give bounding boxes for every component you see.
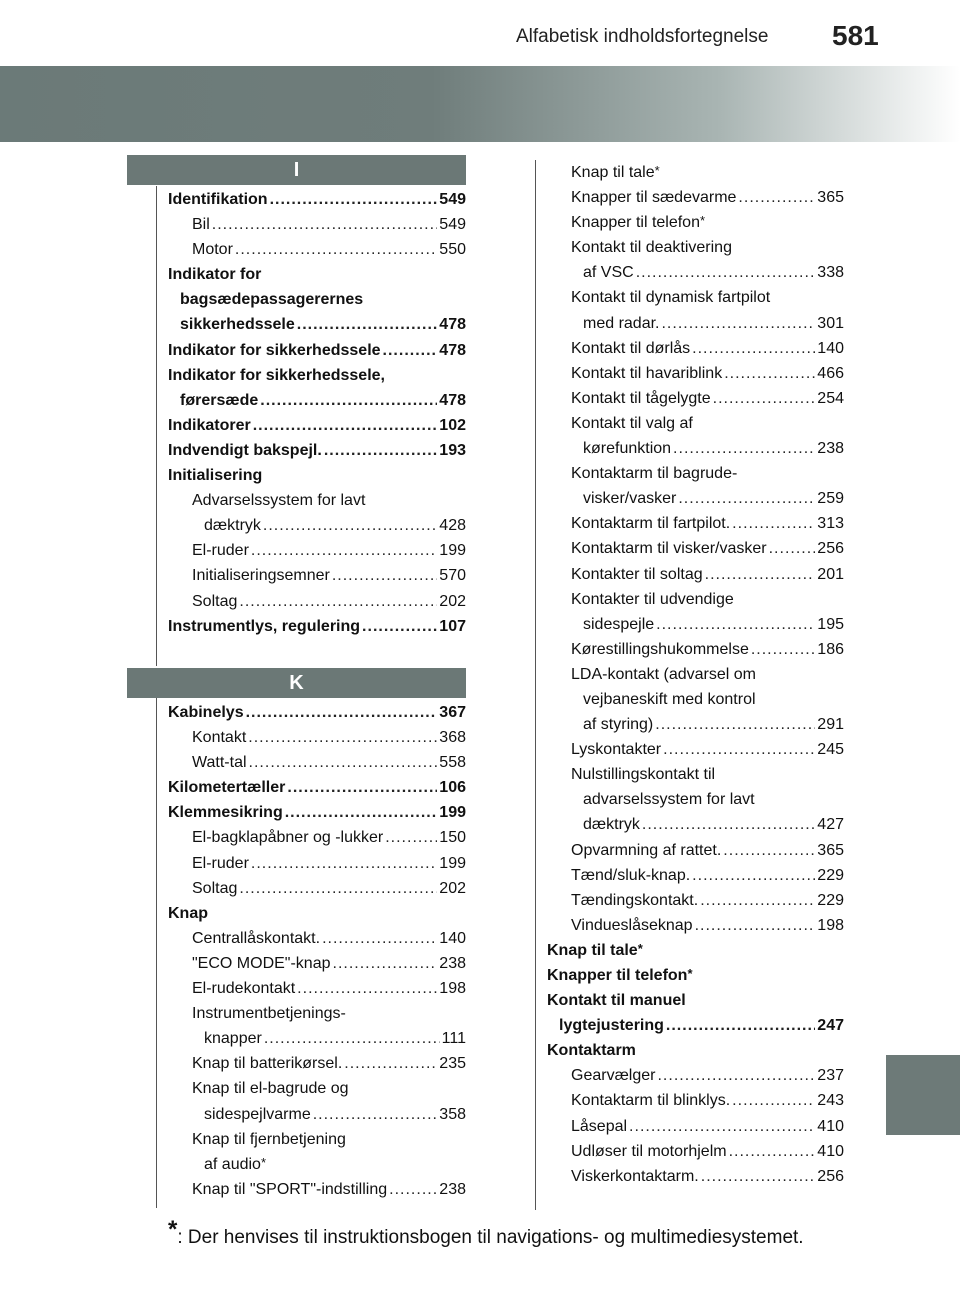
index-entry-page: 243 [817,1092,844,1110]
index-entry-text: Viskerkontaktarm. [571,1167,699,1185]
index-entry-page: 291 [817,716,844,734]
index-entry-text: Kørestillingshukommelse [571,640,749,658]
index-entry-text: Indikatorer [168,416,251,434]
index-entry-text: Identifikation [168,191,268,208]
index-entry-text: Knap til fjernbetjening [192,1130,346,1148]
column-divider [535,160,536,1210]
index-entry [168,825,466,850]
index-entry-page: 199 [439,542,466,560]
index-entry: Knapper til telefon * [547,963,844,988]
dot-leader [657,1063,815,1088]
index-entry-page: 259 [817,490,844,508]
index-entry [168,538,466,563]
index-entry-text: Kontaktarm til visker/vasker [571,540,767,558]
index-entry-text: LDA-kontakt (advarsel om [571,665,756,683]
index-entry-page: 558 [439,754,466,772]
index-entry: Knap til tale * [547,938,844,963]
index-entry-text: Knap til tale [547,941,638,959]
dot-leader [769,536,816,561]
index-entry [547,361,844,386]
index-entry-text: Kontakt til havariblink [571,364,723,382]
index-entry-text: visker/vasker [583,490,677,508]
index-entry [547,260,844,285]
index-entry [547,461,844,486]
index-entry [168,1127,466,1152]
index-entry-text: Knap til "SPORT"-indstilling [192,1180,388,1198]
index-entry-page: 427 [817,816,844,834]
index-entry-page: 238 [439,954,466,972]
index-entry-text: Kontakt til dynamisk fartpilot [571,289,771,307]
dot-leader [287,775,437,800]
index-entry-text: dæktryk [204,517,261,535]
index-entry [168,851,466,876]
decorative-band [0,66,960,142]
index-entry [547,1013,844,1038]
index-entry-text: kørefunktion [583,440,672,458]
index-entry [168,488,466,513]
index-entry-page: 570 [439,567,466,585]
index-entry-text: med radar. [583,314,660,332]
dot-leader [636,260,816,285]
index-entry-text: Advarselssystem for lavt [192,492,366,510]
index-entry [168,750,466,775]
header-title: Alfabetisk indholdsfortegnelse [516,26,769,47]
index-entry-page: 549 [439,216,466,234]
index-entry-text: Initialiseringsemner [192,567,330,585]
index-entry: Knapper til telefon * [547,210,844,235]
index-entry [547,1063,844,1088]
index-entry-page: 199 [439,854,466,872]
dot-leader [332,563,437,588]
index-entry-page: 140 [817,339,844,357]
dot-leader [212,212,438,237]
dot-leader [692,863,815,888]
index-entry-text: Kontakt til deaktivering [571,239,732,257]
dot-leader [673,436,815,461]
index-entry-page: 410 [817,1142,844,1160]
chapter-thumb-tab [886,1055,960,1135]
dot-leader [724,361,815,386]
index-entry [547,1088,844,1113]
index-entry-text: af audio [204,1155,261,1173]
dot-leader [705,562,816,587]
index-entry [547,712,844,737]
index-entry [547,888,844,913]
index-entry-text: Initialisering [168,467,263,485]
index-entry-page: 368 [439,729,466,747]
index-entry-text: førersæde [180,391,259,409]
dot-leader [713,386,816,411]
index-entry [168,237,466,262]
index-entry-text: Klemmesikring [168,804,283,822]
index-entry-text: Lyskontakter [571,741,662,759]
dot-leader [663,737,815,762]
dot-leader [322,926,437,951]
index-entry-text: Watt-tal [192,754,247,772]
index-entry-page: 237 [817,1067,844,1085]
index-entry [168,1026,466,1051]
index-entry-page: 229 [817,866,844,884]
dot-leader [270,187,438,212]
dot-leader [732,511,815,536]
index-entry-text: El-bagklapåbner og -lukker [192,829,384,847]
dot-leader [751,637,815,662]
index-entry [168,1001,466,1026]
index-entry [168,700,466,725]
index-entry-text: Knapper til telefon [571,214,700,232]
index-entry-text: El-ruder [192,854,249,872]
index-entry-text: af styring) [583,716,654,734]
index-entry-page: 410 [817,1117,844,1135]
index-entry-text: Indikator for [168,266,262,284]
column-divider [156,186,157,666]
index-entry [547,838,844,863]
index-entry [168,725,466,750]
index-entry-page: 301 [817,314,844,332]
index-entry-page: 256 [817,540,844,558]
index-entry-page: 478 [439,316,466,334]
index-entry-page: 478 [439,391,466,409]
index-entry-text: Kontaktarm [547,1042,636,1060]
dot-leader [249,750,438,775]
index-entry [547,863,844,888]
index-entry [168,976,466,1001]
index-entry [547,1114,844,1139]
footnote [168,1216,804,1250]
index-entry [168,187,466,212]
index-entry [168,1177,466,1202]
index-entry-page: 550 [439,241,466,259]
index-entry [547,311,844,336]
index-entry-text: Indikator for sikkerhedssele, [168,366,385,384]
index-entry-text: bagsædepassagerernes [180,291,364,309]
index-entry [168,951,466,976]
index-entry-page: 102 [439,416,466,434]
index-entry [168,388,466,413]
index-entry-text: Gearvælger [571,1067,656,1085]
footnote-text: : Der henvises til instruktionsbogen til navigations- og multimediesystemet. [177,1227,804,1248]
index-entry-text: Kontakt til valg af [571,414,693,432]
index-entry [547,637,844,662]
index-entry-text: af VSC [583,264,634,282]
index-entry-text: Kontakter til udvendige [571,590,734,608]
index-entry-page: 111 [441,1030,466,1048]
index-entry [547,737,844,762]
index-entry-text: advarselssystem for lavt [583,791,755,809]
index-entry-text: Kabinelys [168,704,244,721]
index-entry-text: dæktryk [583,816,640,834]
index-entry-text: Knap til tale [571,164,655,181]
dot-leader [324,438,437,463]
dot-leader [251,538,437,563]
index-entry-text: Indikator for sikkerhedssele [168,341,381,359]
dot-leader [239,876,437,901]
index-entry [547,285,844,310]
index-entry-page: 549 [439,191,466,208]
index-entry [547,436,844,461]
dot-leader [700,888,815,913]
index-entry [547,612,844,637]
index-entry-page: 358 [439,1105,466,1123]
index-entry-text: Låsepal [571,1117,628,1135]
index-entry-page: 202 [439,879,466,897]
index-entry-text: Kontaktarm til blinklys. [571,1092,731,1110]
index-entry-page: 254 [817,389,844,407]
index-entry [547,1038,844,1063]
index-column-right [547,160,844,1189]
dot-leader [260,388,437,413]
index-entry-page: 193 [439,441,466,459]
index-entry [168,312,466,337]
index-entry [168,287,466,312]
index-entry [547,787,844,812]
index-entry-text: Kontakt til tågelygte [571,389,711,407]
index-entry-text: Kontaktarm til bagrude- [571,465,738,483]
index-entry-text: Knap til batterikørsel. [192,1055,343,1073]
index-entry-text: Kontakter til soltag [571,565,703,583]
dot-leader [285,800,438,825]
index-entry-text: Tænd/sluk-knap. [571,866,691,884]
dot-leader [239,589,437,614]
dot-leader [629,1114,815,1139]
index-entry-text: Knap til el-bagrude og [192,1080,349,1098]
index-entry [547,386,844,411]
dot-leader [692,336,815,361]
dot-leader [656,612,815,637]
index-entry-page: 106 [439,779,466,797]
dot-leader [333,951,438,976]
index-entry-text: Kontaktarm til fartpilot. [571,515,731,533]
dot-leader [246,700,438,725]
index-entry-text: lygtejustering [559,1017,664,1035]
index-entry-text: Opvarmning af rattet. [571,841,722,859]
index-entry [547,1139,844,1164]
index-entry-page: 365 [817,189,844,207]
index-entry-text: Soltag [192,592,238,610]
dot-leader [263,513,437,538]
index-entry-page: 238 [817,440,844,458]
index-entry-text: Kontakt [192,729,247,747]
dot-leader [248,725,437,750]
dot-leader [251,851,437,876]
dot-leader [642,812,815,837]
dot-leader [666,1013,815,1038]
index-entry-page: 428 [439,517,466,535]
index-entry [168,363,466,388]
index-entry [547,536,844,561]
index-entry: Knap til tale * [547,160,844,185]
dot-leader [661,311,815,336]
index-entry-text: Bil [192,216,210,234]
index-entry-text: Kontakt til dørlås [571,339,691,357]
index-entry [168,212,466,237]
index-entry-page: 201 [817,565,844,583]
index-entry-page: 466 [817,364,844,382]
index-entry-text: Udløser til motorhjelm [571,1142,727,1160]
dot-leader [362,614,437,639]
index-entry [547,913,844,938]
index-entry-text: Motor [192,241,233,259]
index-entry-text: Kilometertæller [168,779,286,797]
index-entry-page: 195 [817,615,844,633]
index-entry-page: 367 [439,704,466,721]
footnote-star: * [168,1216,178,1243]
dot-leader [723,838,815,863]
section-header-K: K [127,668,466,698]
index-column-I [168,187,466,639]
index-entry-page: 229 [817,891,844,909]
index-entry [168,463,466,488]
index-entry-page: 199 [439,804,466,822]
dot-leader [655,712,815,737]
column-divider [156,698,157,1208]
index-entry-text: "ECO MODE"-knap [192,954,331,972]
index-entry-text: Instrumentbetjenings- [192,1005,346,1023]
index-entry [168,338,466,363]
index-entry-text: Knap [168,904,208,922]
index-entry-text: vejbaneskift med kontrol [583,690,756,708]
index-entry-text: Knapper til telefon [547,967,688,984]
index-entry-text: sidespejle [583,615,655,633]
index-entry-text: Indvendigt bakspejl. [168,441,322,459]
index-entry-text: Centrallåskontakt. [192,929,321,947]
index-entry [168,800,466,825]
index-entry-page: 247 [817,1017,844,1035]
index-entry-text: Kontakt til manuel [547,992,686,1010]
index-entry [547,235,844,260]
index-entry-page: 186 [817,640,844,658]
index-entry-page: 107 [439,617,466,635]
index-entry-page: 150 [439,829,466,847]
index-entry [168,262,466,287]
page-number: 581 [832,20,879,51]
index-entry [168,775,466,800]
index-entry-page: 338 [817,264,844,282]
dot-leader [738,185,815,210]
index-entry-page: 365 [817,841,844,859]
index-entry [547,411,844,436]
index-entry [547,587,844,612]
index-entry [168,876,466,901]
index-entry [168,901,466,926]
index-entry [547,687,844,712]
index-entry [168,1051,466,1076]
index-entry [547,662,844,687]
dot-leader [253,413,438,438]
dot-leader [383,338,438,363]
index-entry-page: 202 [439,592,466,610]
dot-leader [701,1164,816,1189]
index-entry-page: 313 [817,515,844,533]
index-entry [547,185,844,210]
index-entry-page: 256 [817,1167,844,1185]
index-entry [547,812,844,837]
index-column-K [168,700,466,1202]
index-entry-text: sidespejlvarme [204,1105,311,1123]
dot-leader [264,1026,440,1051]
dot-leader [729,1139,816,1164]
index-entry [547,988,844,1013]
dot-leader [344,1051,437,1076]
index-entry-page: 235 [439,1055,466,1073]
index-entry [168,1076,466,1101]
index-entry-page: 238 [439,1180,466,1198]
index-entry-text: Knapper til sædevarme [571,189,737,207]
dot-leader [732,1088,815,1113]
index-entry-page: 245 [817,741,844,759]
index-entry-page: 478 [439,341,466,359]
index-entry [168,513,466,538]
index-entry-text: El-rudekontakt [192,980,296,998]
dot-leader [297,312,438,337]
index-entry [547,486,844,511]
index-entry [547,562,844,587]
index-entry [547,762,844,787]
index-entry [168,614,466,639]
page-header [0,0,960,58]
index-entry-text: Instrumentlys, regulering [168,617,361,635]
index-entry-page: 198 [439,980,466,998]
dot-leader [235,237,437,262]
index-entry [547,1164,844,1189]
index-entry-text: El-ruder [192,542,249,560]
index-entry [168,438,466,463]
dot-leader [297,976,437,1001]
dot-leader [385,825,437,850]
dot-leader [695,913,816,938]
index-entry [547,511,844,536]
index-entry-page: 140 [439,929,466,947]
index-entry [547,336,844,361]
index-entry [168,1102,466,1127]
index-entry-text: Tændingskontakt. [571,891,699,909]
index-entry-text: Vindueslåseknap [571,916,693,934]
index-entry: af audio * [168,1152,466,1177]
index-entry-text: sikkerhedssele [180,316,295,334]
index-entry-page: 198 [817,916,844,934]
index-entry [168,589,466,614]
index-entry [168,413,466,438]
section-header-I: I [127,155,466,185]
index-entry [168,563,466,588]
dot-leader [389,1177,437,1202]
index-entry [168,926,466,951]
index-entry-text: knapper [204,1030,262,1048]
index-entry-text: Soltag [192,879,238,897]
dot-leader [313,1102,438,1127]
index-entry-text: Nulstillingskontakt til [571,766,716,784]
dot-leader [678,486,815,511]
